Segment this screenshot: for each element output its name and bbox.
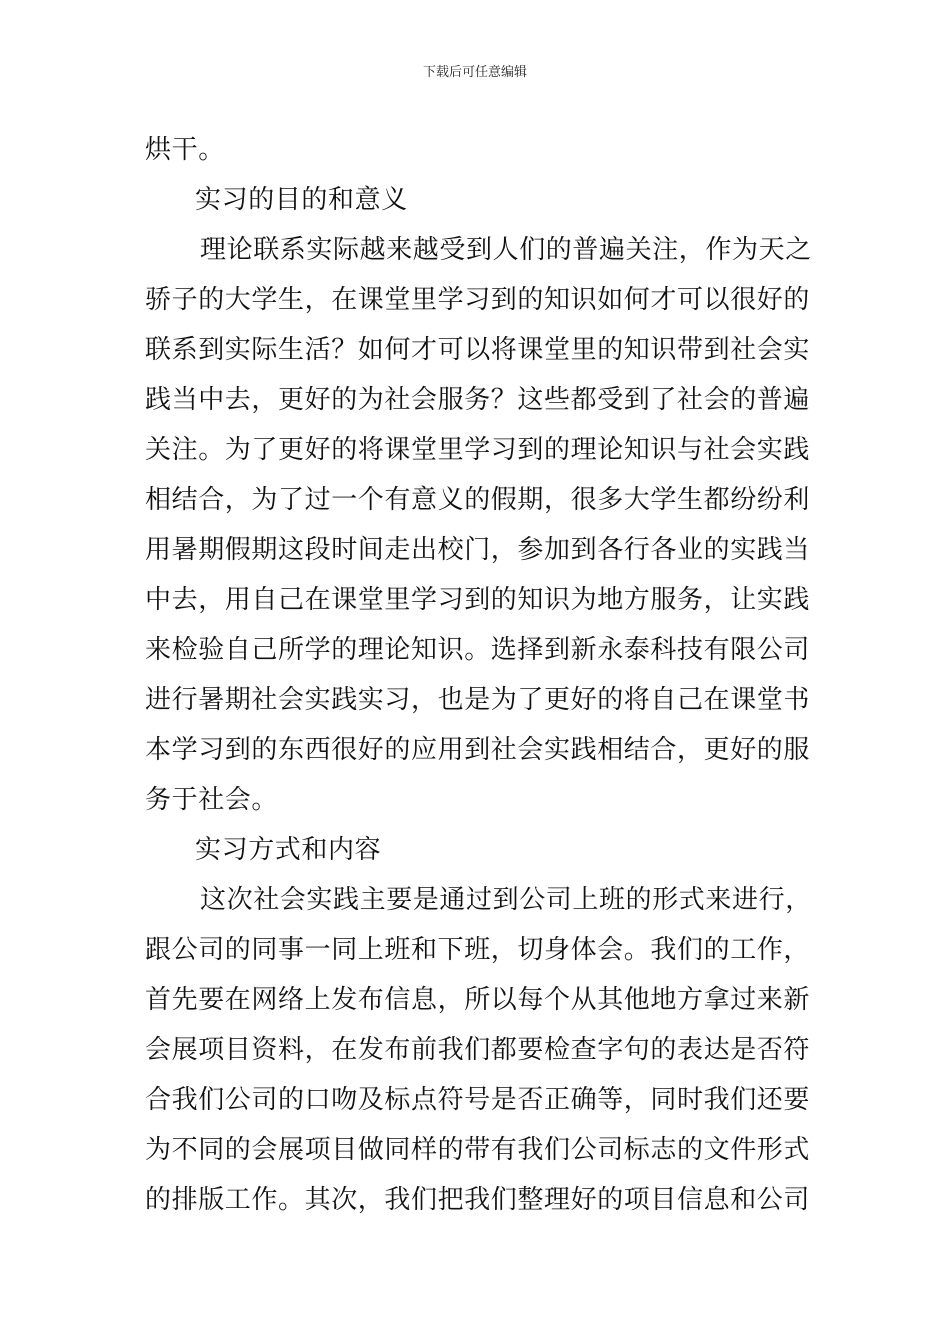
paragraph-line: 的排版工作。其次，我们把我们整理好的项目信息和公司 [145,1185,811,1215]
paragraph-line: 合我们公司的口吻及标点符号是否正确等，同时我们还要 [145,1085,811,1115]
section-heading-method: 实习方式和内容 [195,835,382,865]
paragraph-line: 务于社会。 [145,785,279,815]
paragraph-line: 本学习到的东西很好的应用到社会实践相结合，更好的服 [145,735,811,765]
paragraph-line: 来检验自己所学的理论知识。选择到新永泰科技有限公司 [145,635,811,665]
section-heading-purpose: 实习的目的和意义 [195,185,408,215]
paragraph-line: 践当中去，更好的为社会服务？这些都受到了社会的普遍 [145,385,811,415]
paragraph-line: 联系到实际生活？如何才可以将课堂里的知识带到社会实 [145,335,811,365]
paragraph-line: 用暑期假期这段时间走出校门，参加到各行各业的实践当 [145,535,811,565]
paragraph-line: 跟公司的同事一同上班和下班，切身体会。我们的工作， [145,935,811,965]
paragraph-line: 为不同的会展项目做同样的带有我们公司标志的文件形式 [145,1135,811,1165]
paragraph-line: 骄子的大学生，在课堂里学习到的知识如何才可以很好的 [145,285,811,315]
paragraph-first-line: 理论联系实际越来越受到人们的普遍关注，作为天之 [200,235,812,265]
paragraph-line: 中去，用自己在课堂里学习到的知识为地方服务，让实践 [145,585,811,615]
body-line-1: 烘干。 [145,135,225,165]
paragraph-first-line: 这次社会实践主要是通过到公司上班的形式来进行， [200,885,812,915]
paragraph-line: 首先要在网络上发布信息，所以每个从其他地方拿过来新 [145,985,811,1015]
paragraph-line: 会展项目资料，在发布前我们都要检查字句的表达是否符 [145,1035,811,1065]
paragraph-line: 相结合，为了过一个有意义的假期，很多大学生都纷纷利 [145,485,811,515]
paragraph-line: 关注。为了更好的将课堂里学习到的理论知识与社会实践 [145,435,811,465]
paragraph-line: 进行暑期社会实践实习，也是为了更好的将自己在课堂书 [145,685,811,715]
page-header-note: 下载后可任意编辑 [422,65,527,80]
